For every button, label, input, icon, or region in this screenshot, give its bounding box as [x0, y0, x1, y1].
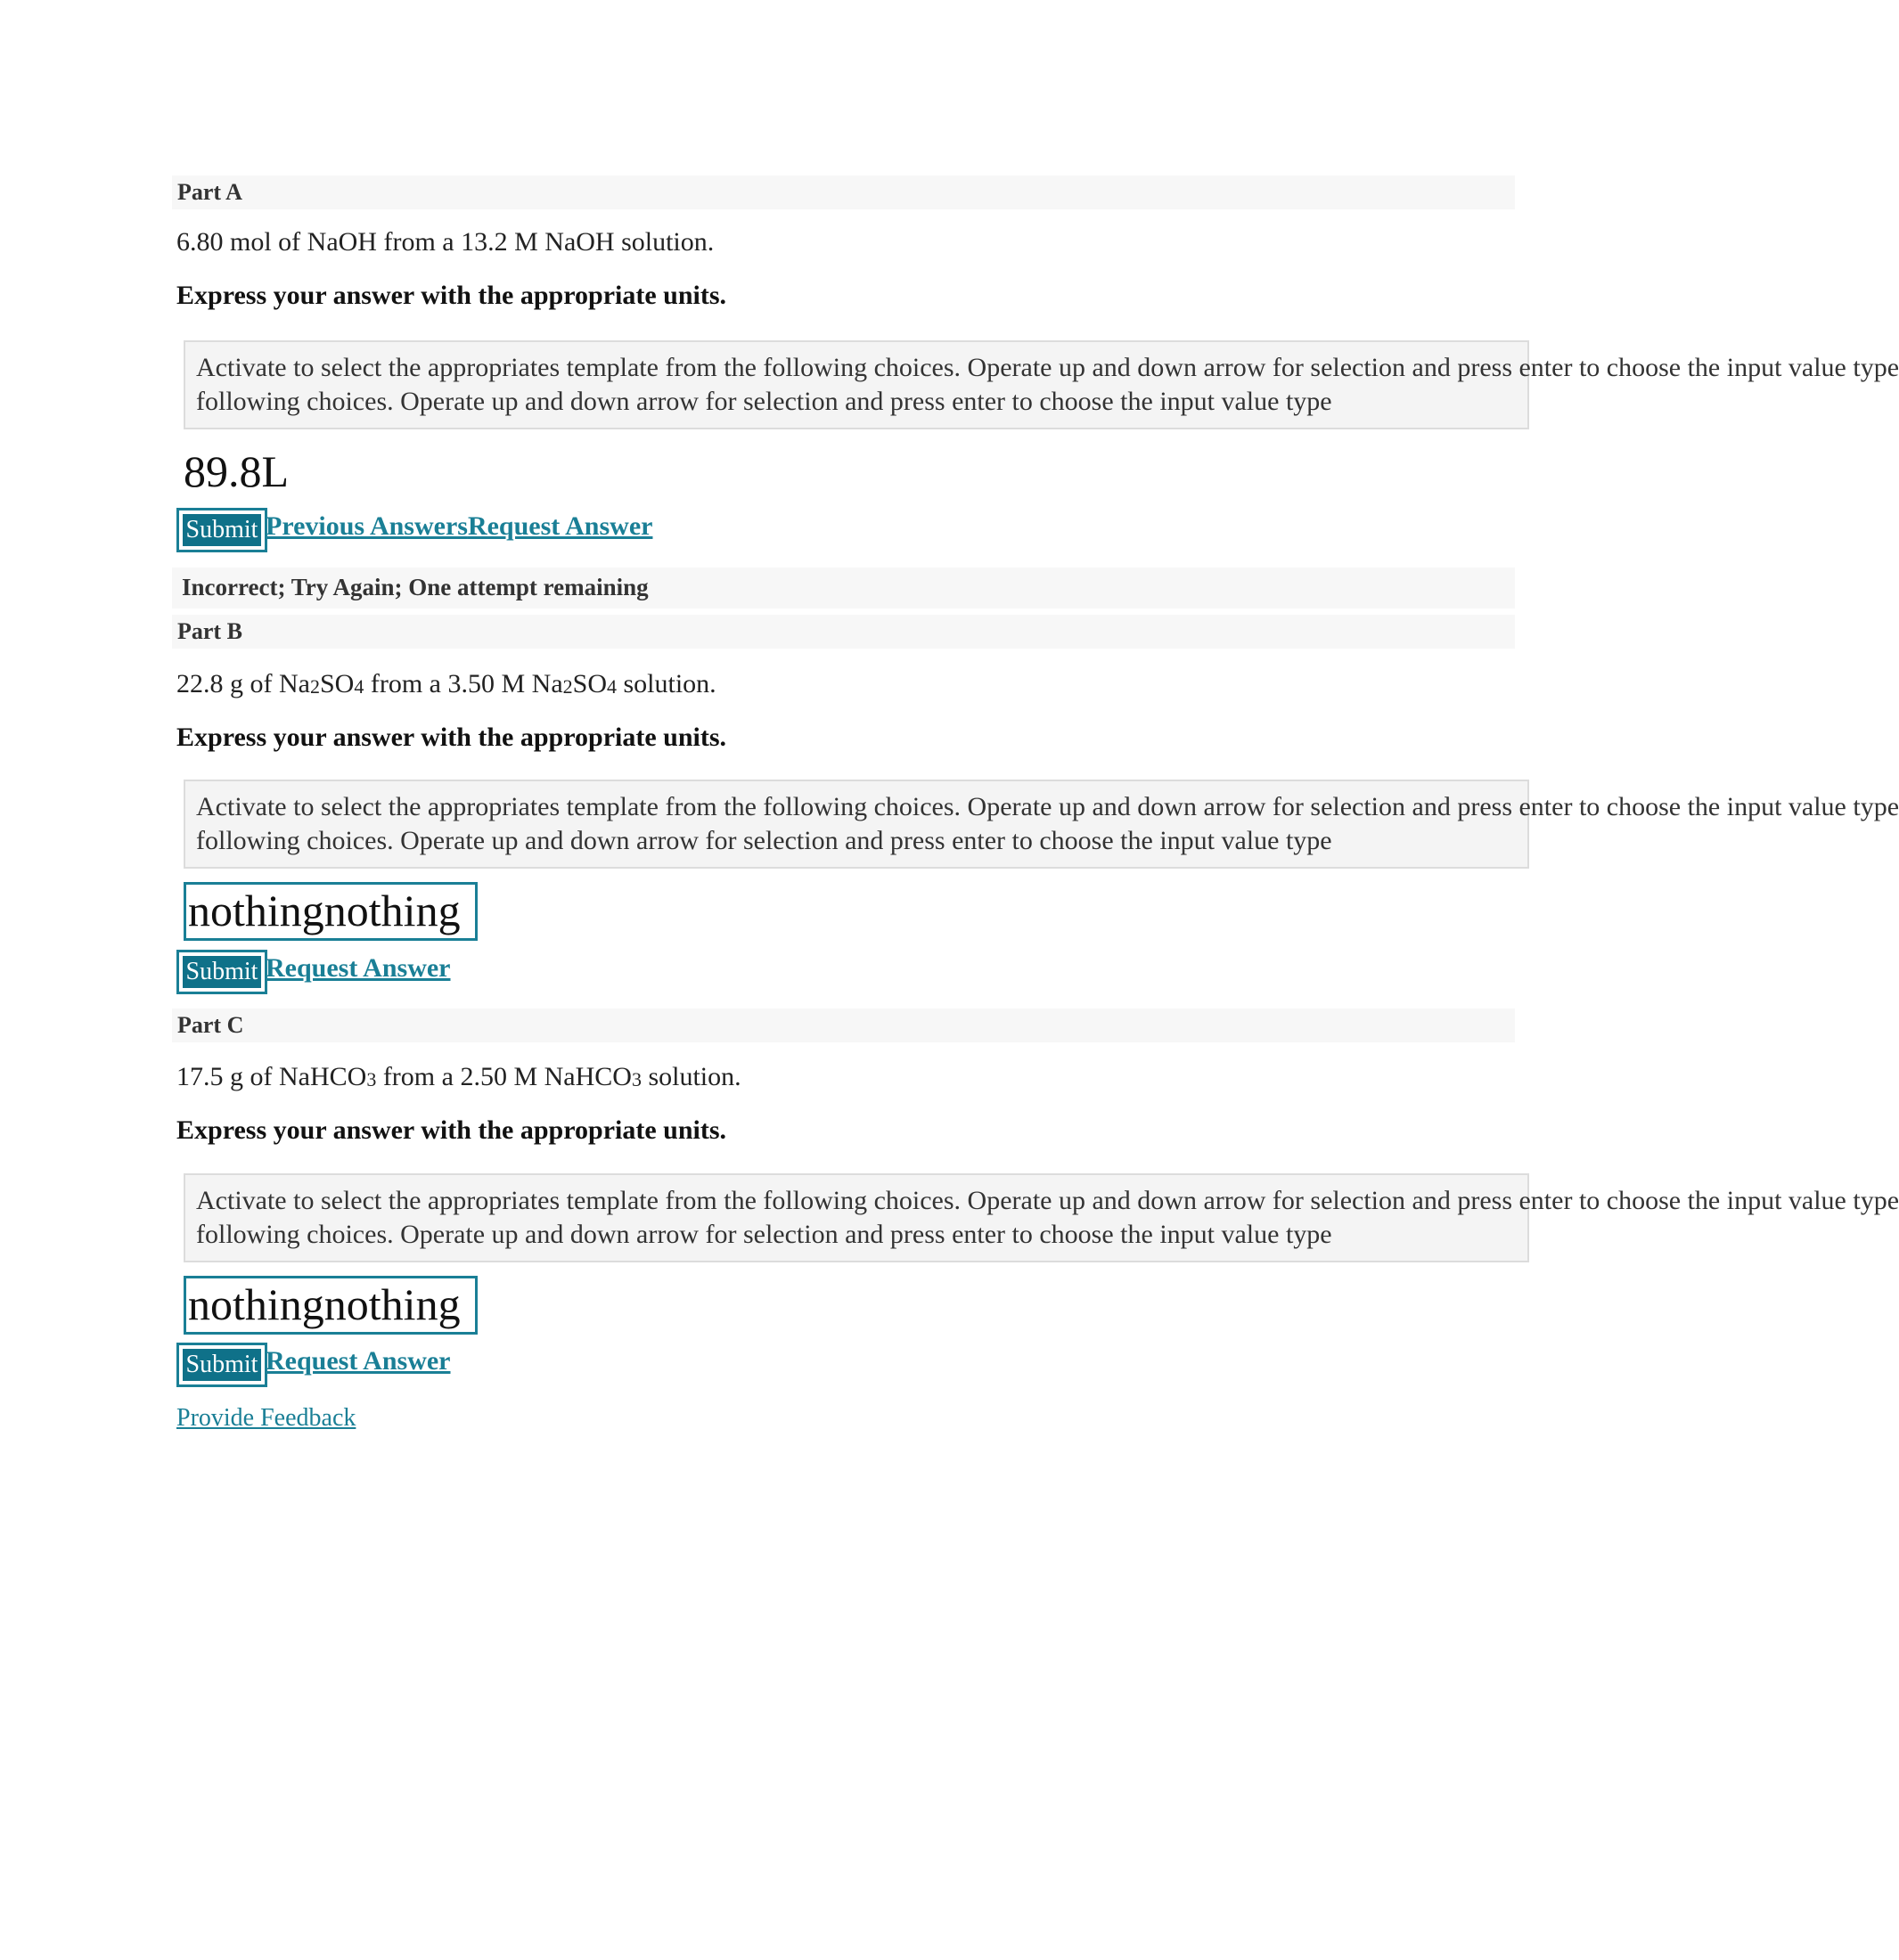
template-selector-text-line1: Activate to select the appropriates template from the following choices. Operate up and down arrow for selection and press enter to choose the input value type	[196, 792, 1899, 821]
subscript: 2	[309, 675, 320, 698]
subscript: 4	[354, 675, 364, 698]
part-a-submit-button[interactable]	[176, 508, 267, 552]
subscript: 3	[366, 1068, 377, 1090]
part-b-links	[266, 953, 451, 984]
part-a-links	[266, 511, 652, 542]
part-a-header: Part A	[172, 176, 1515, 209]
part-b-template-selector[interactable]	[184, 780, 1899, 869]
part-c-header: Part C	[172, 1009, 1515, 1042]
part-b-question	[176, 669, 716, 699]
part-c-links	[266, 1346, 451, 1376]
previous-answers-link[interactable]: Previous Answers	[266, 511, 468, 541]
question-text: from a 2.50 M NaHCO	[376, 1062, 632, 1091]
subscript: 2	[562, 675, 573, 698]
part-a-question-text: 6.80 mol of NaOH from a 13.2 M NaOH solution.	[176, 227, 715, 257]
question-text: 17.5 g of NaHCO	[176, 1062, 367, 1091]
request-answer-link[interactable]: Request Answer	[266, 1346, 451, 1376]
question-text: SO	[319, 669, 355, 698]
part-c-answer-input[interactable]: nothingnothing	[184, 1276, 478, 1335]
question-text: 22.8 g of Na	[176, 669, 310, 698]
part-a-feedback-message: Incorrect; Try Again; One attempt remaining	[182, 574, 649, 600]
part-b-submit-button[interactable]	[176, 950, 267, 994]
template-selector-text-line1: Activate to select the appropriates template from the following choices. Operate up and down arrow for selection and press enter to choose the input value type	[196, 353, 1899, 382]
submit-button-label: Submit	[183, 514, 261, 546]
subscript: 4	[607, 675, 617, 698]
question-text: solution.	[617, 669, 716, 698]
part-b-instruction: Express your answer with the appropriate units.	[176, 723, 727, 752]
template-selector-text-line2: following choices. Operate up and down arrow for selection and press enter to choose the input value type	[196, 387, 1332, 416]
template-selector-text-line1: Activate to select the appropriates template from the following choices. Operate up and down arrow for selection and press enter to choose the input value type	[196, 1186, 1899, 1215]
provide-feedback-link[interactable]: Provide Feedback	[176, 1404, 356, 1432]
part-c-question	[176, 1062, 741, 1092]
question-text: SO	[572, 669, 607, 698]
question-text: from a 3.50 M Na	[364, 669, 563, 698]
request-answer-link[interactable]: Request Answer	[266, 953, 451, 983]
subscript: 3	[631, 1068, 642, 1090]
part-b-answer-input[interactable]: nothingnothing	[184, 882, 478, 941]
submit-button-label: Submit	[183, 1349, 261, 1381]
request-answer-link[interactable]: Request Answer	[467, 511, 653, 541]
part-a-template-selector[interactable]	[184, 340, 1899, 429]
part-a-instruction: Express your answer with the appropriate units.	[176, 281, 727, 310]
part-c-instruction: Express your answer with the appropriate units.	[176, 1115, 727, 1145]
part-c-submit-button[interactable]	[176, 1343, 267, 1387]
part-a-question	[176, 227, 714, 257]
submit-button-label: Submit	[183, 956, 261, 988]
part-b-header: Part B	[172, 615, 1515, 649]
template-selector-text-line2: following choices. Operate up and down arrow for selection and press enter to choose the input value type	[196, 826, 1332, 855]
question-text: solution.	[641, 1062, 741, 1091]
part-a-answer-input[interactable]: 89.8L	[184, 446, 290, 496]
template-selector-text-line2: following choices. Operate up and down arrow for selection and press enter to choose the input value type	[196, 1220, 1332, 1249]
part-c-template-selector[interactable]	[184, 1173, 1899, 1262]
